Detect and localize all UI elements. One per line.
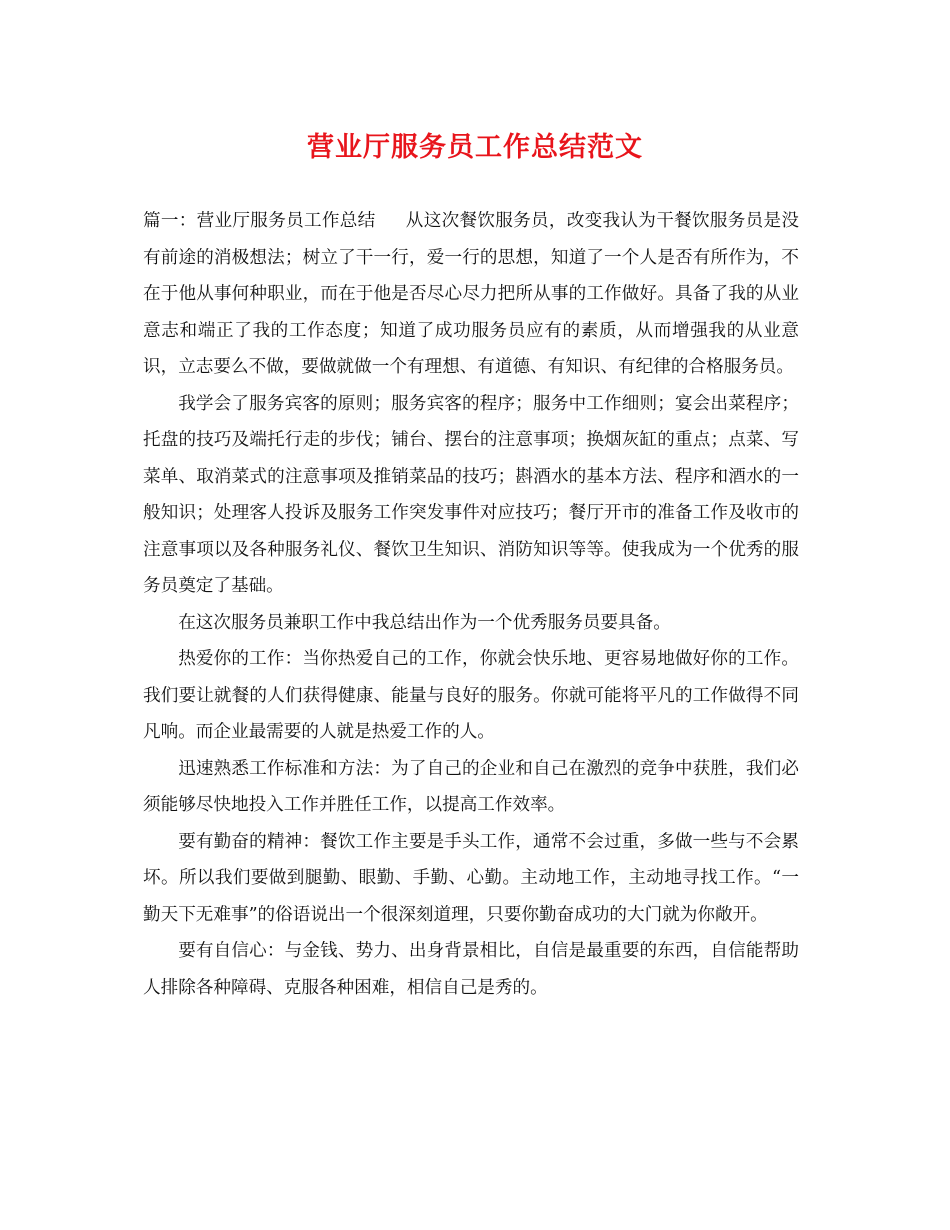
document-body [143,203,799,1006]
paragraph-2: 我学会了服务宾客的原则；服务宾客的程序；服务中工作细则；宴会出菜程序；托盘的技巧及端托行走的步伐；铺台、摆台的注意事项；换烟灰缸的重点；点菜、写菜单、取消菜式的注意事项及推销菜品的技巧；斟酒水的基本方法、程序和酒水的一般知识；处理客人投诉及服务工作突发事件对应技巧；餐厅开市的准备工作及收市的注意事项以及各种服务礼仪、餐饮卫生知识、消防知识等等。使我成为一个优秀的服务员奠定了基础。 [143,393,799,596]
paragraph-3: 在这次服务员兼职工作中我总结出作为一个优秀服务员要具备。 [178,612,671,633]
paragraph-4: 热爱你的工作：当你热爱自己的工作，你就会快乐地、更容易地做好你的工作。我们要让就餐的人们获得健康、能量与良好的服务。你就可能将平凡的工作做得不同凡响。而企业最需要的人就是热爱工作的人。 [143,649,799,742]
paragraph-7: 要有自信心：与金钱、势力、出身背景相比，自信是最重要的东西，自信能帮助人排除各种障碍、克服各种困难，相信自己是秀的。 [143,941,799,998]
paragraph-1-text: 从这次餐饮服务员，改变我认为干餐饮服务员是没有前途的消极想法；树立了干一行，爱一行的思想，知道了一个人是否有所作为，不在于他从事何种职业，而在于他是否尽心尽力把所从事的工作做好。具备了我的从业意志和端正了我的工作态度；知道了成功服务员应有的素质，从而增强我的从业意识，立志要么不做，要做就做一个有理想、有道德、有知识、有纪律的合格服务员。 [143,211,799,377]
paragraph-1 [143,203,799,386]
document-title: 营业厅服务员工作总结范文 [307,132,643,163]
paragraph-6: 要有勤奋的精神：餐饮工作主要是手头工作，通常不会过重，多做一些与不会累坏。所以我们要做到腿勤、眼勤、手勤、心勤。主动地工作，主动地寻找工作。“一勤天下无难事”的俗语说出一个很深刻道理，只要你勤奋成功的大门就为你敞开。 [143,831,799,925]
paragraph-5: 迅速熟悉工作标准和方法：为了自己的企业和自己在激烈的竞争中获胜，我们必须能够尽快地投入工作并胜任工作，以提高工作效率。 [143,758,799,815]
intro-label: 篇一：营业厅服务员工作总结 [143,211,376,231]
